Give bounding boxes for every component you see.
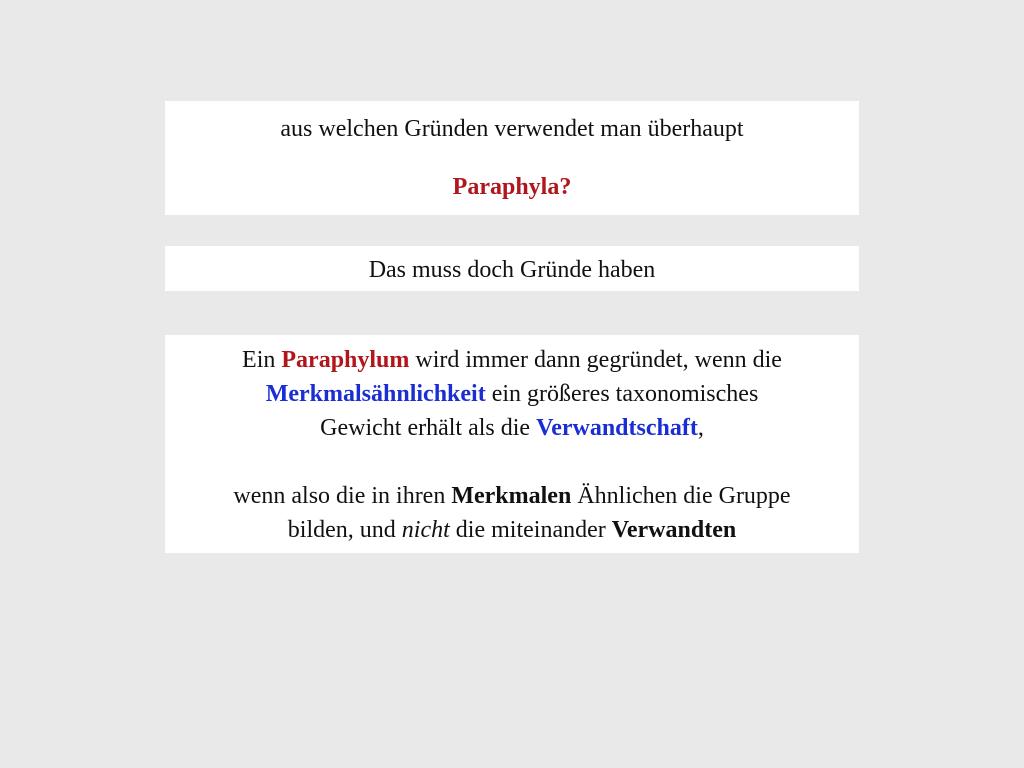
answer-line-5: [165, 513, 859, 547]
remark-box: [165, 246, 859, 291]
answer-line-4: [165, 479, 859, 513]
term-nicht: nicht: [401, 517, 450, 543]
answer-box: [165, 335, 859, 553]
question-text: aus welchen Gründen verwendet man überhaupt: [280, 116, 744, 142]
answer-word: wenn also die in ihren: [233, 483, 446, 509]
answer-line-2: [165, 377, 859, 411]
answer-word: Gewicht erhält als die: [320, 415, 531, 441]
answer-word: Ein: [242, 347, 276, 373]
term-merkmalsaehnlichkeit: Merkmalsähnlichkeit: [265, 381, 486, 407]
term-merkmalen: Merkmalen: [451, 483, 572, 509]
term-verwandtschaft: Verwandtschaft: [536, 415, 698, 441]
remark-text: Das muss doch Gründe haben: [368, 257, 656, 283]
answer-line-1: [165, 335, 859, 377]
question-box: [165, 101, 859, 215]
answer-comma: ,: [697, 415, 704, 441]
answer-word: die miteinander: [455, 517, 606, 543]
answer-word: ein größeres taxonomisches: [491, 381, 759, 407]
answer-word: bilden, und: [287, 517, 396, 543]
answer-word: wird immer dann gegründet, wenn die: [415, 347, 782, 373]
answer-word: Ähnlichen die Gruppe: [577, 483, 791, 509]
paragraph-gap: [165, 445, 859, 479]
question-term: Paraphyla?: [452, 174, 572, 200]
term-paraphylum: Paraphylum: [281, 347, 410, 373]
term-verwandten: Verwandten: [611, 517, 737, 543]
answer-line-3: [165, 411, 859, 445]
